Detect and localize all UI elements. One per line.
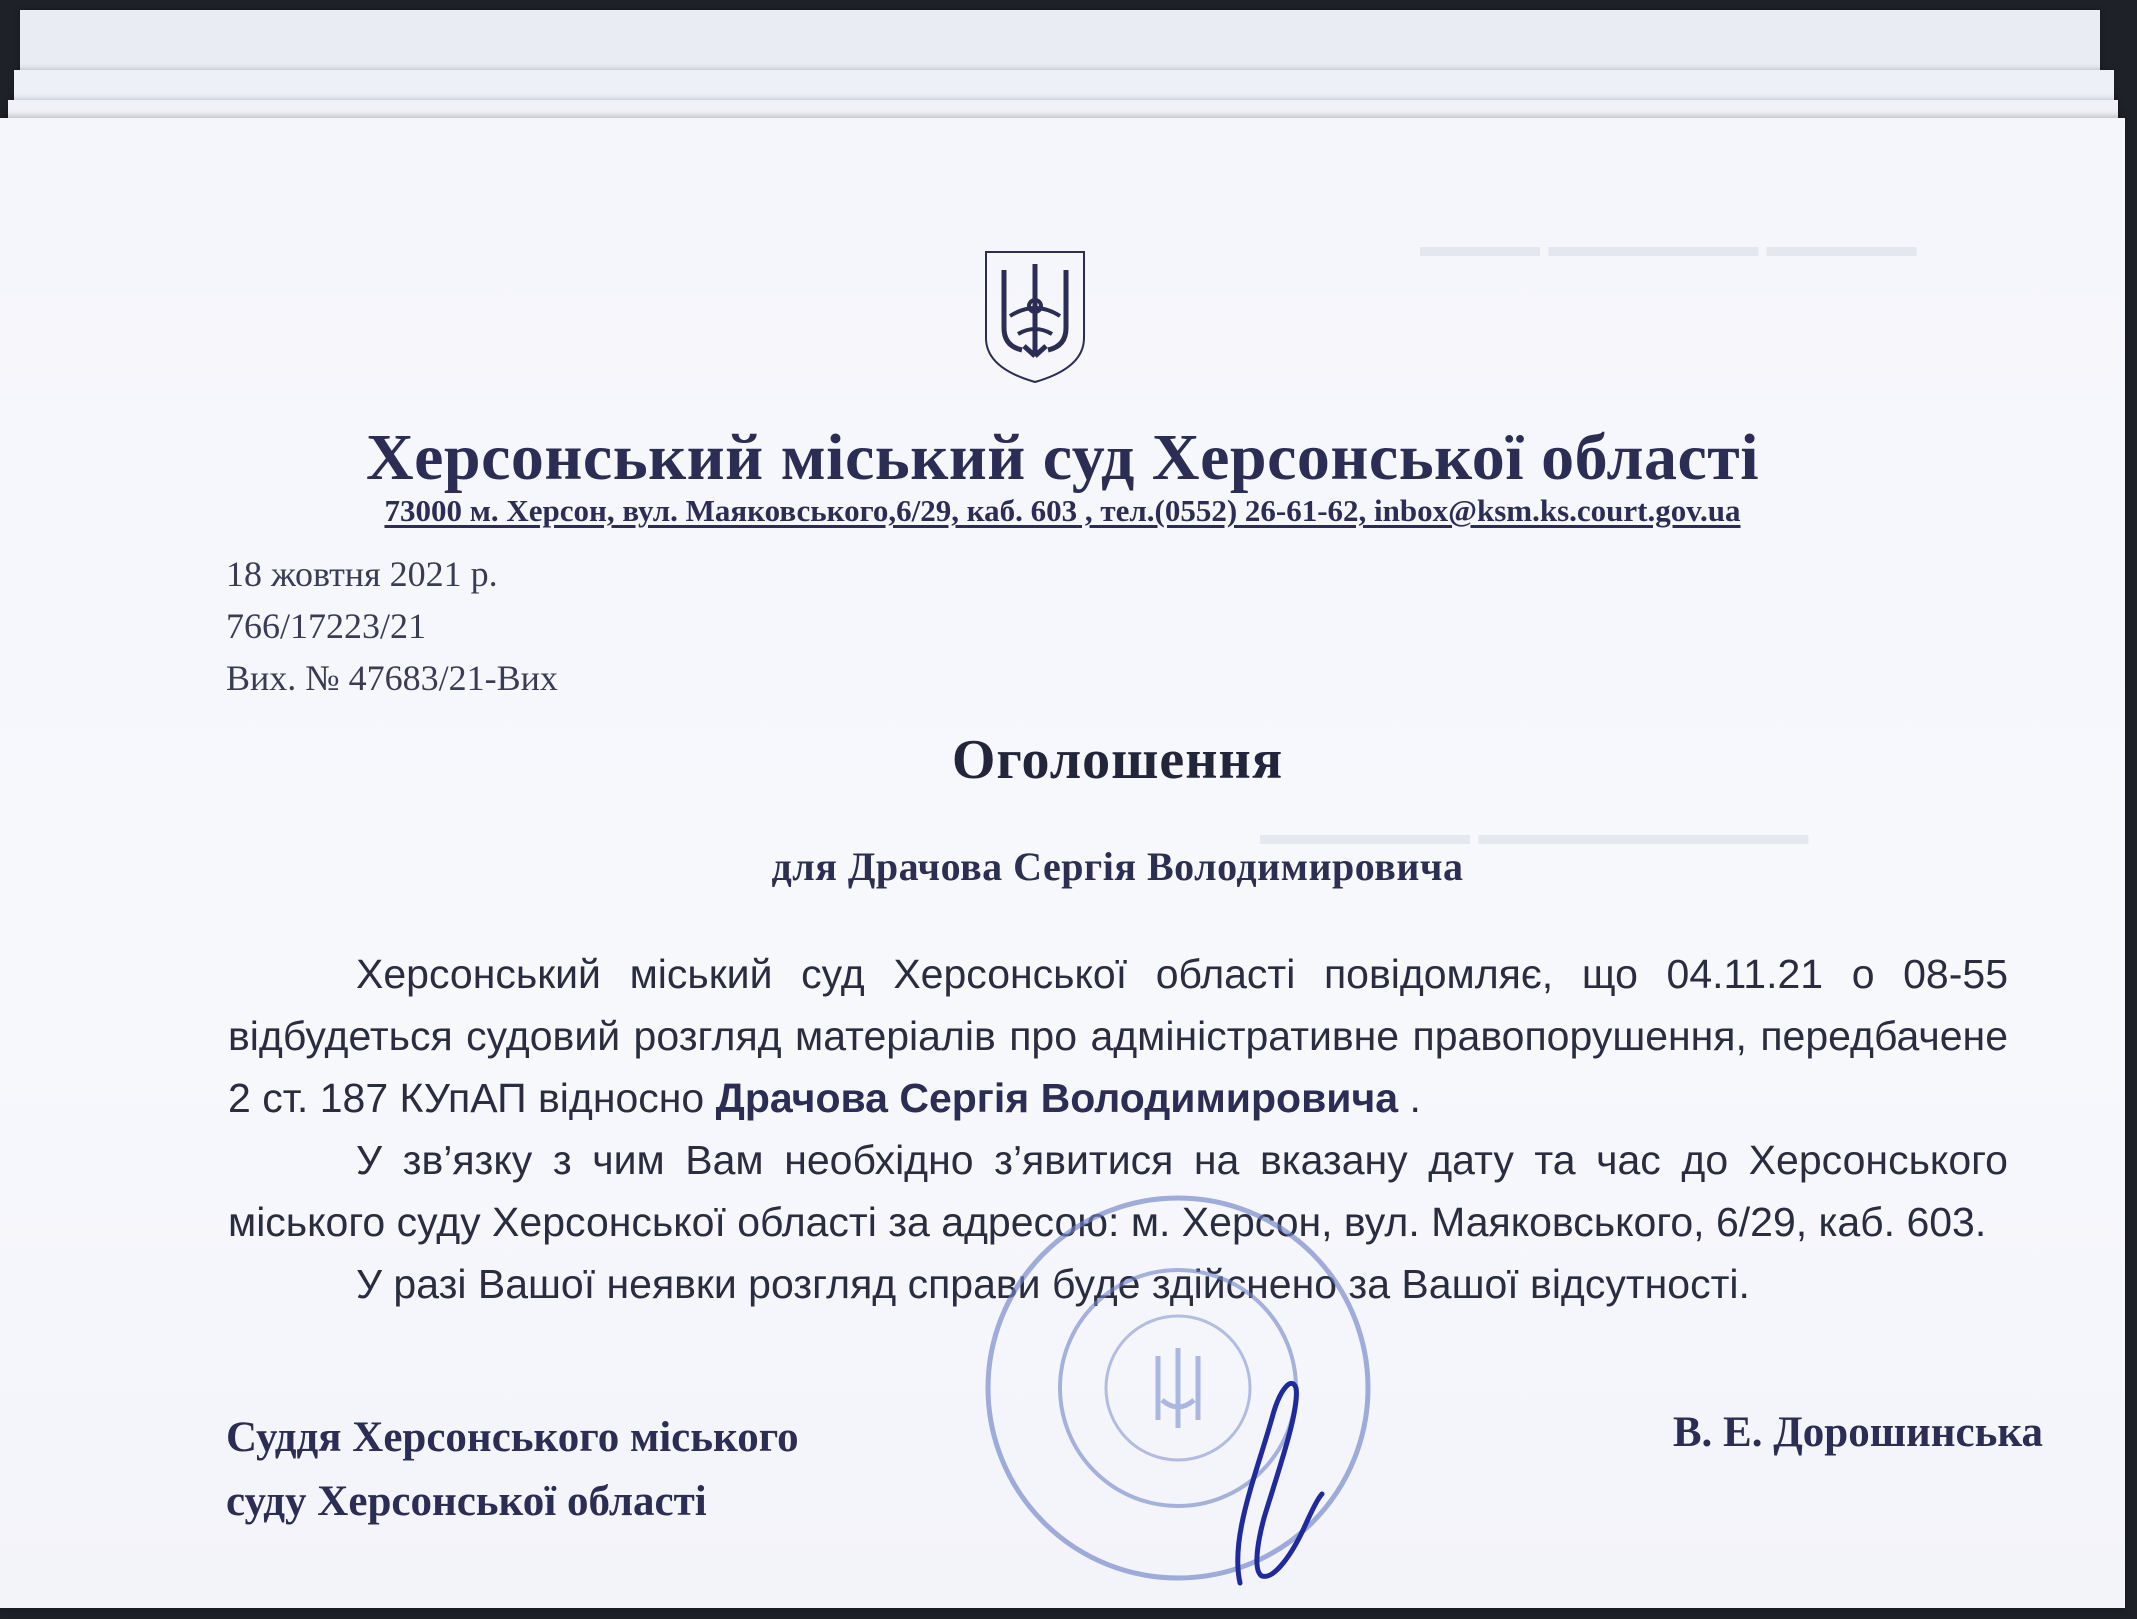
judge-name: В. Е. Дорошинська: [1672, 1409, 2043, 1456]
court-address: 73000 м. Херсон, вул. Маяковського,6/29, каб. 603 , тел.(0552) 26-61-62, inbox@ksm.ks.court.gov.ua: [384, 493, 1741, 528]
bleed-through-text: ▬▬▬▬▬▬▬ ▬▬▬▬▬▬▬▬▬▬▬: [1260, 818, 1809, 851]
coat-of-arms-icon: [980, 246, 1090, 386]
case-number: 766/17223/21: [226, 606, 427, 646]
document-meta: [226, 548, 558, 704]
document-title: Оголошення: [951, 729, 1284, 791]
addressee-line: для Драчова Сергія Володимировича: [771, 844, 1464, 889]
notice-paragraph-1: Херсонський міський суд Херсонської області повідомляє, що 04.11.21 о 08-55 відбудеться судовий розгляд матеріалів про адміністративне правопорушення, передбачене 2 ст. 187 КУпАП відносно Драчова Сергія Володимировича .: [228, 951, 2008, 1121]
document-page: [0, 118, 2125, 1608]
handwritten-signature-icon: [1200, 1358, 1330, 1608]
notice-paragraph-2: У зв’язку з чим Вам необхідно з’явитися на вказану дату та час до Херсонського міського суду Херсонської області за адресою: м. Херсон, вул. Маяковського, 6/29, каб. 603.: [228, 1137, 2008, 1245]
document-date: 18 жовтня 2021 р.: [226, 554, 498, 594]
outgoing-number: Вих. № 47683/21-Вих: [226, 658, 558, 698]
notice-paragraph-3: У разі Вашої неявки розгляд справи буде здійснено за Вашої відсутності.: [356, 1261, 1750, 1307]
bleed-through-text: ▬▬▬▬ ▬▬▬▬▬▬▬ ▬▬▬▬▬: [1420, 230, 1917, 263]
court-name-heading: Херсонський міський суд Херсонської області: [365, 421, 1760, 494]
defendant-name: Драчова Сергія Володимировича: [715, 1075, 1399, 1121]
judge-title: Суддя Херсонського міського суду Херсонської області: [226, 1414, 799, 1525]
